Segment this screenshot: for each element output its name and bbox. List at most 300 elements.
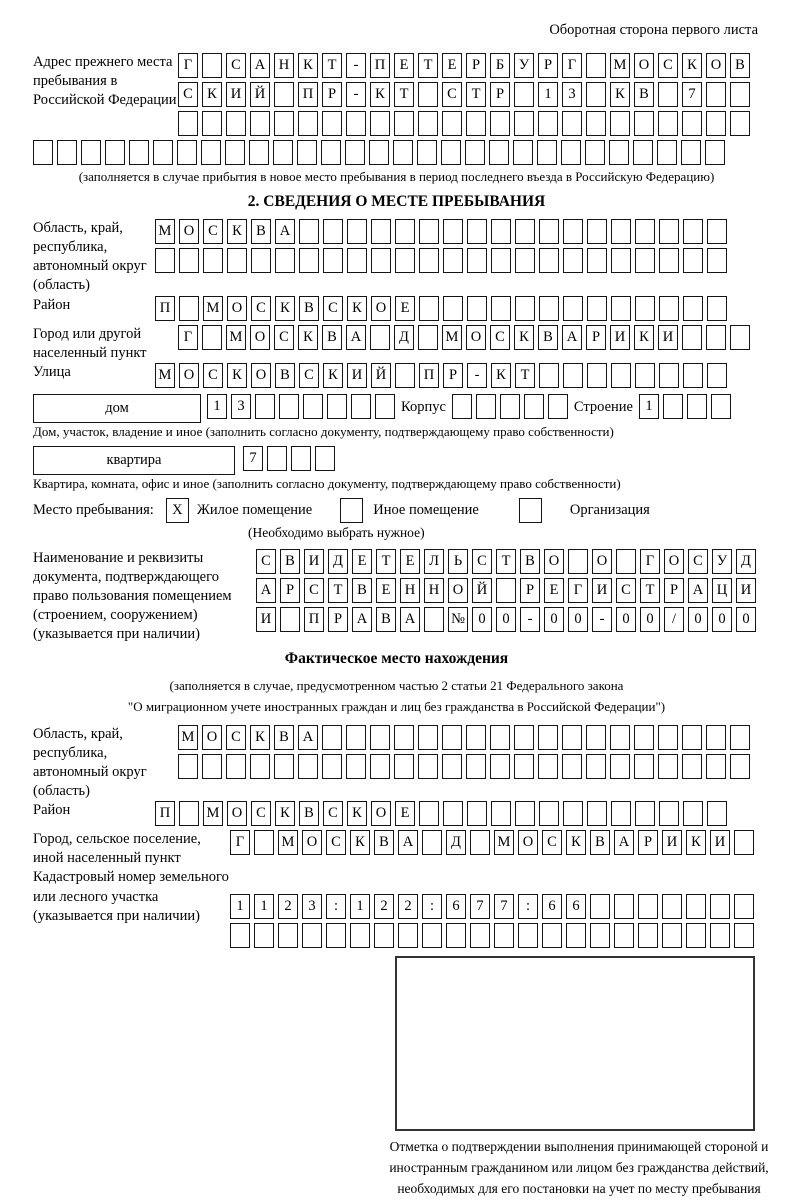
char-box[interactable] (586, 82, 606, 107)
char-box[interactable]: 0 (496, 607, 516, 632)
char-box[interactable]: К (491, 363, 511, 388)
char-box[interactable] (467, 219, 487, 244)
char-box[interactable] (105, 140, 125, 165)
char-box[interactable] (514, 111, 534, 136)
char-box[interactable] (179, 801, 199, 826)
char-box[interactable]: О (544, 549, 564, 574)
char-box[interactable] (322, 111, 342, 136)
char-box[interactable]: Г (640, 549, 660, 574)
char-box[interactable] (616, 549, 636, 574)
prev-address-row-4[interactable] (33, 140, 760, 165)
char-box[interactable] (683, 801, 703, 826)
char-box[interactable]: Н (400, 578, 420, 603)
char-box[interactable]: Д (446, 830, 466, 855)
char-box[interactable] (638, 894, 658, 919)
char-box[interactable] (537, 140, 557, 165)
char-box[interactable] (418, 754, 438, 779)
char-box[interactable]: В (251, 219, 271, 244)
char-box[interactable] (395, 363, 415, 388)
fact-district-boxes[interactable] (155, 801, 727, 826)
char-box[interactable]: И (710, 830, 730, 855)
char-box[interactable]: Е (544, 578, 564, 603)
korpus-boxes[interactable] (452, 394, 568, 419)
char-box[interactable] (683, 219, 703, 244)
char-box[interactable] (422, 830, 442, 855)
char-box[interactable] (346, 111, 366, 136)
char-box[interactable]: С (251, 296, 271, 321)
char-box[interactable] (225, 140, 245, 165)
char-box[interactable] (539, 801, 559, 826)
char-box[interactable] (371, 248, 391, 273)
s2-region-row-2[interactable] (155, 248, 727, 273)
char-box[interactable] (490, 754, 510, 779)
char-box[interactable]: У (712, 549, 732, 574)
char-box[interactable] (394, 725, 414, 750)
char-box[interactable] (323, 219, 343, 244)
char-box[interactable] (587, 219, 607, 244)
prev-address-row-3[interactable] (178, 111, 750, 136)
char-box[interactable]: К (250, 725, 270, 750)
char-box[interactable] (250, 754, 270, 779)
checkbox-organizaciya[interactable] (519, 498, 542, 523)
char-box[interactable] (707, 363, 727, 388)
char-box[interactable]: О (179, 363, 199, 388)
char-box[interactable] (418, 82, 438, 107)
char-box[interactable] (710, 923, 730, 948)
char-box[interactable] (638, 923, 658, 948)
char-box[interactable] (254, 830, 274, 855)
char-box[interactable] (179, 296, 199, 321)
char-box[interactable] (514, 82, 534, 107)
char-box[interactable]: О (179, 219, 199, 244)
char-box[interactable] (682, 111, 702, 136)
char-box[interactable]: Й (371, 363, 391, 388)
char-box[interactable]: О (706, 53, 726, 78)
char-box[interactable] (562, 111, 582, 136)
char-box[interactable] (710, 894, 730, 919)
char-box[interactable] (711, 394, 731, 419)
char-box[interactable] (683, 363, 703, 388)
char-box[interactable]: 6 (542, 894, 562, 919)
checkbox-inoe[interactable] (340, 498, 363, 523)
char-box[interactable] (321, 140, 341, 165)
char-box[interactable]: 2 (278, 894, 298, 919)
char-box[interactable]: К (610, 82, 630, 107)
char-box[interactable]: Т (376, 549, 396, 574)
char-box[interactable] (278, 923, 298, 948)
char-box[interactable] (327, 394, 347, 419)
fact-region-row-2[interactable] (178, 754, 750, 779)
char-box[interactable]: Т (640, 578, 660, 603)
char-box[interactable]: Т (418, 53, 438, 78)
char-box[interactable] (539, 363, 559, 388)
char-box[interactable]: - (592, 607, 612, 632)
char-box[interactable] (586, 53, 606, 78)
char-box[interactable] (443, 219, 463, 244)
char-box[interactable] (687, 394, 707, 419)
document-row-2[interactable] (256, 578, 756, 603)
char-box[interactable]: 0 (736, 607, 756, 632)
char-box[interactable] (424, 607, 444, 632)
char-box[interactable] (395, 248, 415, 273)
char-box[interactable]: В (520, 549, 540, 574)
char-box[interactable] (682, 754, 702, 779)
char-box[interactable]: О (227, 801, 247, 826)
char-box[interactable]: К (298, 325, 318, 350)
char-box[interactable]: О (227, 296, 247, 321)
char-box[interactable]: 1 (230, 894, 250, 919)
char-box[interactable]: Д (328, 549, 348, 574)
char-box[interactable]: К (347, 801, 367, 826)
char-box[interactable] (538, 754, 558, 779)
char-box[interactable] (467, 248, 487, 273)
char-box[interactable] (706, 725, 726, 750)
char-box[interactable]: О (634, 53, 654, 78)
char-box[interactable]: Й (250, 82, 270, 107)
char-box[interactable] (491, 219, 511, 244)
char-box[interactable] (322, 754, 342, 779)
char-box[interactable] (659, 296, 679, 321)
char-box[interactable]: Й (472, 578, 492, 603)
char-box[interactable]: К (350, 830, 370, 855)
char-box[interactable] (203, 248, 223, 273)
char-box[interactable] (299, 219, 319, 244)
char-box[interactable] (634, 754, 654, 779)
char-box[interactable] (57, 140, 77, 165)
char-box[interactable]: Р (322, 82, 342, 107)
char-box[interactable] (514, 725, 534, 750)
char-box[interactable]: А (275, 219, 295, 244)
char-box[interactable] (441, 140, 461, 165)
char-box[interactable] (611, 801, 631, 826)
char-box[interactable] (614, 923, 634, 948)
char-box[interactable]: И (347, 363, 367, 388)
char-box[interactable] (178, 111, 198, 136)
char-box[interactable]: Т (394, 82, 414, 107)
char-box[interactable] (302, 923, 322, 948)
char-box[interactable]: - (467, 363, 487, 388)
char-box[interactable] (657, 140, 677, 165)
char-box[interactable] (658, 82, 678, 107)
char-box[interactable] (563, 296, 583, 321)
char-box[interactable] (683, 248, 703, 273)
char-box[interactable]: А (298, 725, 318, 750)
char-box[interactable] (686, 894, 706, 919)
char-box[interactable] (374, 923, 394, 948)
char-box[interactable] (491, 296, 511, 321)
char-box[interactable] (491, 801, 511, 826)
char-box[interactable] (514, 754, 534, 779)
char-box[interactable] (371, 219, 391, 244)
char-box[interactable] (201, 140, 221, 165)
char-box[interactable]: 3 (231, 394, 251, 419)
char-box[interactable]: Е (376, 578, 396, 603)
document-row-1[interactable] (256, 549, 756, 574)
char-box[interactable] (275, 248, 295, 273)
cadastral-row-1[interactable] (230, 894, 754, 919)
char-box[interactable]: С (472, 549, 492, 574)
char-box[interactable]: В (322, 325, 342, 350)
char-box[interactable]: К (514, 325, 534, 350)
char-box[interactable]: 7 (243, 446, 263, 471)
char-box[interactable] (730, 754, 750, 779)
char-box[interactable] (563, 801, 583, 826)
char-box[interactable] (375, 394, 395, 419)
char-box[interactable]: К (370, 82, 390, 107)
char-box[interactable] (418, 325, 438, 350)
char-box[interactable]: Д (394, 325, 414, 350)
char-box[interactable]: К (634, 325, 654, 350)
char-box[interactable]: Е (442, 53, 462, 78)
char-box[interactable] (590, 923, 610, 948)
char-box[interactable] (633, 140, 653, 165)
char-box[interactable]: М (278, 830, 298, 855)
char-box[interactable] (730, 111, 750, 136)
char-box[interactable] (249, 140, 269, 165)
char-box[interactable] (538, 111, 558, 136)
char-box[interactable] (706, 111, 726, 136)
char-box[interactable]: Р (638, 830, 658, 855)
char-box[interactable]: 3 (562, 82, 582, 107)
fact-region-row-1[interactable] (178, 725, 750, 750)
char-box[interactable] (539, 248, 559, 273)
char-box[interactable] (659, 801, 679, 826)
char-box[interactable]: Е (400, 549, 420, 574)
char-box[interactable]: И (226, 82, 246, 107)
char-box[interactable]: 1 (538, 82, 558, 107)
char-box[interactable] (548, 394, 568, 419)
char-box[interactable] (267, 446, 287, 471)
char-box[interactable]: Г (230, 830, 250, 855)
char-box[interactable]: В (274, 725, 294, 750)
char-box[interactable]: О (302, 830, 322, 855)
char-box[interactable] (465, 140, 485, 165)
char-box[interactable]: 6 (566, 894, 586, 919)
char-box[interactable] (470, 923, 490, 948)
char-box[interactable]: К (202, 82, 222, 107)
char-box[interactable]: Е (395, 801, 415, 826)
char-box[interactable]: И (592, 578, 612, 603)
char-box[interactable]: О (202, 725, 222, 750)
stroenie-boxes[interactable] (639, 394, 731, 419)
char-box[interactable]: К (298, 53, 318, 78)
char-box[interactable] (178, 754, 198, 779)
char-box[interactable] (419, 248, 439, 273)
char-box[interactable]: П (298, 82, 318, 107)
char-box[interactable]: Д (736, 549, 756, 574)
char-box[interactable] (419, 219, 439, 244)
char-box[interactable] (524, 394, 544, 419)
char-box[interactable] (419, 296, 439, 321)
char-box[interactable] (369, 140, 389, 165)
char-box[interactable] (611, 248, 631, 273)
char-box[interactable]: С (299, 363, 319, 388)
char-box[interactable] (394, 754, 414, 779)
char-box[interactable]: С (490, 325, 510, 350)
char-box[interactable]: М (442, 325, 462, 350)
char-box[interactable] (635, 219, 655, 244)
char-box[interactable]: 7 (470, 894, 490, 919)
cadastral-row-2[interactable] (230, 923, 754, 948)
char-box[interactable] (513, 140, 533, 165)
char-box[interactable] (734, 830, 754, 855)
char-box[interactable] (610, 111, 630, 136)
char-box[interactable] (398, 923, 418, 948)
s2-region-row-1[interactable] (155, 219, 727, 244)
char-box[interactable]: О (466, 325, 486, 350)
char-box[interactable]: М (610, 53, 630, 78)
char-box[interactable] (274, 111, 294, 136)
char-box[interactable] (466, 111, 486, 136)
char-box[interactable] (226, 754, 246, 779)
char-box[interactable] (566, 923, 586, 948)
char-box[interactable] (515, 248, 535, 273)
char-box[interactable] (442, 111, 462, 136)
char-box[interactable] (81, 140, 101, 165)
char-box[interactable] (634, 111, 654, 136)
char-box[interactable] (273, 140, 293, 165)
char-box[interactable] (518, 923, 538, 948)
char-box[interactable] (443, 801, 463, 826)
char-box[interactable]: К (347, 296, 367, 321)
char-box[interactable] (586, 111, 606, 136)
char-box[interactable] (658, 754, 678, 779)
char-box[interactable]: 2 (374, 894, 394, 919)
char-box[interactable] (466, 754, 486, 779)
char-box[interactable] (202, 53, 222, 78)
char-box[interactable]: С (442, 82, 462, 107)
char-box[interactable] (346, 725, 366, 750)
char-box[interactable] (299, 248, 319, 273)
char-box[interactable]: А (614, 830, 634, 855)
char-box[interactable]: 3 (302, 894, 322, 919)
char-box[interactable] (345, 140, 365, 165)
char-box[interactable] (422, 923, 442, 948)
char-box[interactable] (347, 219, 367, 244)
char-box[interactable]: Р (443, 363, 463, 388)
char-box[interactable]: - (520, 607, 540, 632)
char-box[interactable] (587, 363, 607, 388)
char-box[interactable] (705, 140, 725, 165)
char-box[interactable]: В (538, 325, 558, 350)
char-box[interactable] (417, 140, 437, 165)
char-box[interactable]: У (514, 53, 534, 78)
char-box[interactable]: О (518, 830, 538, 855)
char-box[interactable] (730, 82, 750, 107)
char-box[interactable]: / (664, 607, 684, 632)
char-box[interactable]: - (346, 82, 366, 107)
char-box[interactable] (610, 754, 630, 779)
char-box[interactable] (470, 830, 490, 855)
char-box[interactable]: Ь (448, 549, 468, 574)
char-box[interactable] (707, 296, 727, 321)
char-box[interactable] (33, 140, 53, 165)
char-box[interactable] (686, 923, 706, 948)
char-box[interactable]: В (299, 296, 319, 321)
char-box[interactable] (614, 894, 634, 919)
char-box[interactable]: Р (538, 53, 558, 78)
char-box[interactable]: С (323, 296, 343, 321)
char-box[interactable]: А (398, 830, 418, 855)
char-box[interactable]: 1 (350, 894, 370, 919)
char-box[interactable] (586, 725, 606, 750)
char-box[interactable] (587, 296, 607, 321)
char-box[interactable]: 0 (616, 607, 636, 632)
char-box[interactable]: Р (466, 53, 486, 78)
char-box[interactable] (635, 363, 655, 388)
char-box[interactable]: Р (328, 607, 348, 632)
char-box[interactable] (476, 394, 496, 419)
char-box[interactable]: С (226, 53, 246, 78)
char-box[interactable]: К (227, 363, 247, 388)
char-box[interactable] (227, 248, 247, 273)
char-box[interactable]: Е (352, 549, 372, 574)
char-box[interactable] (611, 219, 631, 244)
char-box[interactable] (490, 111, 510, 136)
char-box[interactable]: О (664, 549, 684, 574)
char-box[interactable]: 0 (640, 607, 660, 632)
char-box[interactable] (467, 296, 487, 321)
char-box[interactable]: В (374, 830, 394, 855)
char-box[interactable] (587, 248, 607, 273)
char-box[interactable] (350, 923, 370, 948)
char-box[interactable] (539, 219, 559, 244)
apartment-boxes[interactable] (243, 446, 335, 471)
char-box[interactable]: С (304, 578, 324, 603)
char-box[interactable] (659, 363, 679, 388)
char-box[interactable]: К (323, 363, 343, 388)
char-box[interactable] (561, 140, 581, 165)
char-box[interactable]: Т (322, 53, 342, 78)
char-box[interactable] (662, 894, 682, 919)
char-box[interactable]: М (226, 325, 246, 350)
char-box[interactable]: : (422, 894, 442, 919)
char-box[interactable]: С (203, 219, 223, 244)
char-box[interactable] (129, 140, 149, 165)
char-box[interactable]: Г (562, 53, 582, 78)
char-box[interactable] (443, 296, 463, 321)
char-box[interactable] (393, 140, 413, 165)
char-box[interactable]: В (634, 82, 654, 107)
char-box[interactable]: Е (394, 53, 414, 78)
char-box[interactable] (442, 725, 462, 750)
char-box[interactable]: П (155, 296, 175, 321)
char-box[interactable]: Г (568, 578, 588, 603)
char-box[interactable] (659, 219, 679, 244)
char-box[interactable] (466, 725, 486, 750)
char-box[interactable] (611, 363, 631, 388)
char-box[interactable] (663, 394, 683, 419)
char-box[interactable]: 0 (568, 607, 588, 632)
char-box[interactable]: В (590, 830, 610, 855)
char-box[interactable] (351, 394, 371, 419)
char-box[interactable]: К (566, 830, 586, 855)
char-box[interactable] (347, 248, 367, 273)
char-box[interactable]: 1 (639, 394, 659, 419)
char-box[interactable] (662, 923, 682, 948)
char-box[interactable] (274, 754, 294, 779)
char-box[interactable] (611, 296, 631, 321)
char-box[interactable] (542, 923, 562, 948)
char-box[interactable]: П (304, 607, 324, 632)
char-box[interactable] (370, 325, 390, 350)
char-box[interactable] (467, 801, 487, 826)
char-box[interactable]: П (155, 801, 175, 826)
char-box[interactable] (562, 725, 582, 750)
char-box[interactable]: А (400, 607, 420, 632)
char-box[interactable] (538, 725, 558, 750)
char-box[interactable] (230, 923, 250, 948)
